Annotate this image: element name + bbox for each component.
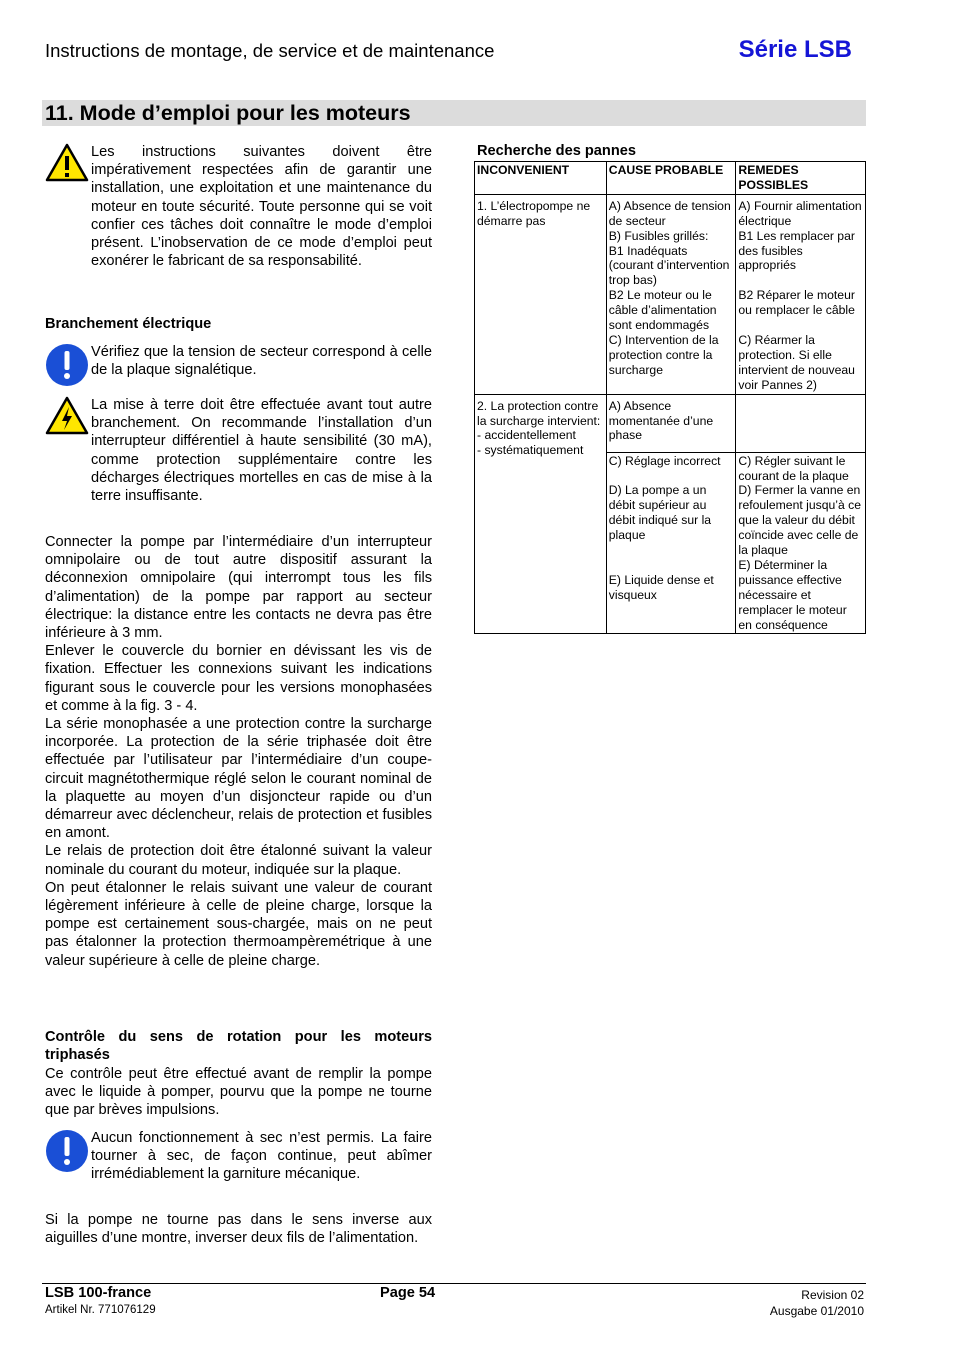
- intro-text: Les instructions suivantes doivent être impérativement respectées afin de garantir une installation, une exploitation et une maintenance du moteur en toute sécurité. Toute personne qui se voit confier ces tâches doit connaître le mode d’emploi présent. L’inobservation de ce mode d’emploi peut exonérer le fabricant de sa responsabilité.: [91, 144, 432, 270]
- intro-block: [45, 143, 432, 270]
- section-title: 11. Mode d’emploi pour les moteurs: [45, 101, 411, 125]
- table-row: [475, 394, 866, 452]
- remedy-cell: [736, 394, 866, 452]
- paragraph-calibration: On peut étalonner le relais suivant une valeur de courant légèrement inférieure à celle de pleine charge, lorsque la pompe est certainement sous-chargée, mais on ne peut pas étalonner la protection thermoampèremétrique à une valeur supérieure à celle de pleine charge.: [45, 879, 432, 969]
- exclamation-icon: [45, 343, 91, 392]
- footer-doc-name: LSB 100-france: [45, 1285, 152, 1301]
- rotation-text: Ce contrôle peut être effectué avant de remplir la pompe avec le liquide à pomper, pourvu que la pompe ne tourne que par brèves impulsions.: [45, 1066, 432, 1119]
- footer-page: Page 54: [380, 1285, 436, 1301]
- dry-run-notice: [45, 1129, 432, 1184]
- paragraph-cover: Enlever le couvercle du bornier en dévissant les vis de fixation. Effectuer les connexions suivant les indications figurant sous le couvercle pour les versions monophasées et comme à la fig. 3 - 4.: [45, 643, 432, 714]
- remedy-cell: C) Régler suivant le courant de la plaque D) Fermer la vanne en refoulement jusqu’à ce que la valeur du débit coïncide avec celle de la plaque E) Déterminer la puissance effective nécessaire et remplacer le moteur en conséquence: [736, 452, 866, 634]
- troubleshooting-table: [474, 161, 866, 634]
- earth-notice: [45, 396, 432, 505]
- voltage-notice: [45, 343, 432, 392]
- dry-run-text: Aucun fonctionnement à sec n’est permis. La faire tourner à sec, de façon continue, peut abîmer irrémédiablement la garniture mécanique.: [91, 1130, 432, 1183]
- problem-cell: 2. La protection contre la surcharge intervient: - accidentellement - systématiquement: [475, 394, 607, 634]
- paragraph-connection: Connecter la pompe par l’intermédiaire d’un interrupteur omnipolaire ou de tout autre dispositif assurant la déconnexion omnipolaire (qui interrompt tous les fils d’alimentation) de la pompe par rapport au secteur électrique: la distance entre les contacts ne devra pas être inférieure à 3 mm.: [45, 534, 432, 642]
- header-inconvenient: INCONVENIENT: [475, 162, 607, 195]
- voltage-notice-text: Vérifiez que la tension de secteur correspond à celle de la plaque signalétique.: [91, 344, 432, 379]
- header-title: Instructions de montage, de service et de maintenance: [45, 40, 495, 61]
- header-series: Série LSB: [738, 36, 852, 63]
- cause-cell: A) Absence momentanée d’une phase: [606, 394, 736, 452]
- table-header-row: [475, 162, 866, 195]
- paragraph-relay: Le relais de protection doit être étalonné suivant la valeur nominale du courant du moteur, indiquée sur la plaque.: [45, 843, 432, 878]
- final-text: Si la pompe ne tourne pas dans le sens inverse aux aiguilles d’une montre, inverser deux fils de l’alimentation.: [45, 1212, 432, 1247]
- footer-article: Artikel Nr. 771076129: [45, 1304, 156, 1316]
- exclamation-icon: [45, 1129, 91, 1178]
- troubleshooting-title: Recherche des pannes: [477, 143, 636, 159]
- problem-cell: 1. L’électropompe ne démarre pas: [475, 194, 607, 394]
- rotation-title: Contrôle du sens de rotation pour les moteurs triphasés: [45, 1029, 432, 1064]
- header-remedies: REMEDES POSSIBLES: [736, 162, 866, 195]
- remedy-cell: A) Fournir alimentation électrique B1 Les remplacer par des fusibles appropriés B2 Réparer le moteur ou remplacer le câble C) Réarmer la protection. Si elle intervient de nouveau voir Pannes 2): [736, 194, 866, 394]
- cause-cell: C) Réglage incorrect D) La pompe a un débit supérieur au débit indiqué sur la plaque E) Liquide dense et visqueux: [606, 452, 736, 634]
- footer-divider: [42, 1283, 866, 1284]
- footer-revision: Revision 02: [801, 1288, 864, 1302]
- table-row: [475, 194, 866, 394]
- branchement-title: Branchement électrique: [45, 316, 212, 332]
- electric-hazard-icon: [45, 396, 91, 441]
- paragraph-protection: La série monophasée a une protection contre la surcharge incorporée. La protection de la série triphasée doit être effectuée par l’utilisateur par l’intermédiaire d’un coupe-circuit magnétothermique réglé selon le courant nominal de la plaquette au moyen d’un disjoncteur rapide ou d’un démarreur avec déclencheur, relais de protection et fusibles en amont.: [45, 716, 432, 842]
- body-paragraphs: [45, 533, 432, 970]
- header-cause: CAUSE PROBABLE: [606, 162, 736, 195]
- cause-cell: A) Absence de tension de secteur B) Fusibles grillés: B1 Inadéquats (courant d’intervention trop bas) B2 Le moteur ou le câble d’alimentation sont endommagés C) Intervention de la protection contre la surcharge: [606, 194, 736, 394]
- earth-notice-text: La mise à terre doit être effectuée avant tout autre branchement. On recommande l’installation d’un interrupteur différentiel à haute sensibilité (30 mA), comme protection supplémentaire contre les décharges électriques mortelles en cas de mise à la terre insuffisante.: [91, 397, 432, 505]
- footer-edition: Ausgabe 01/2010: [769, 1304, 864, 1318]
- warning-icon: [45, 143, 91, 188]
